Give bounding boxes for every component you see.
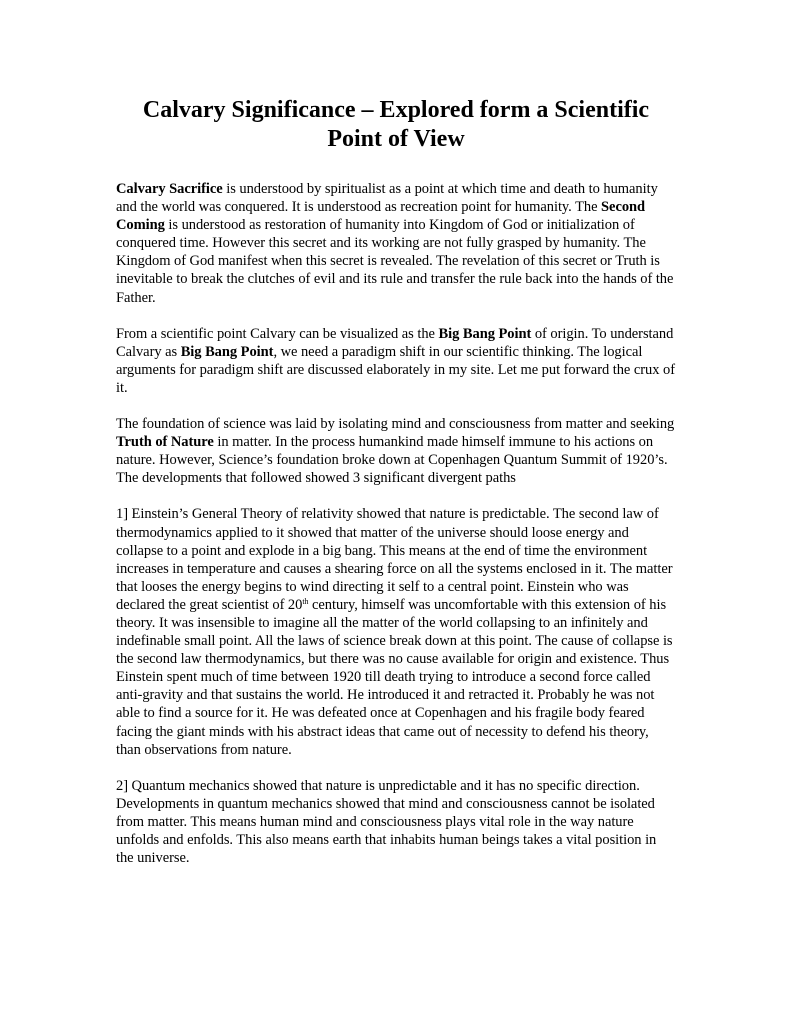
paragraph-big-bang [116, 325, 676, 397]
p2-text-3: , we need a paradigm shift in our scientific thinking. The logical arguments for paradigm shift are discussed elaborately in my site. Let me put forward the crux of it. [116, 343, 676, 396]
bold-second-coming: Second Coming [116, 199, 646, 234]
title-line-2: Point of View [327, 126, 465, 152]
p5-text-1: 2] Quantum mechanics showed that nature is unpredictable and it has no specific direction. Developments in quantum mechanics showed that mind and consciousness cannot be isolated from matter. This means human mind and consciousness plays vital role in the way nature unfolds and enfolds. This also means earth that inhabits human beings takes a vital position in the universe. [116, 777, 657, 867]
paragraph-calvary-sacrifice [116, 180, 676, 307]
p2-text-1: From a scientific point Calvary can be visualized as the [116, 325, 439, 342]
document-page [116, 96, 676, 885]
bold-truth-of-nature: Truth of Nature [116, 434, 214, 451]
p2-text-2: of origin. To understand Calvary as [116, 325, 674, 360]
p1-text-2: is understood as restoration of humanity into Kingdom of God or initialization of conquered time. However this secret and its working are not fully grasped by humanity. The Kingdom of God manifest when this secret is revealed. The revelation of this secret or Truth is inevitable to break the clutches of evil and its rule and transfer the rule back into the hands of the Father. [116, 217, 674, 306]
paragraph-foundation-of-science [116, 415, 676, 487]
document-title [116, 96, 676, 154]
bold-big-bang-point-2: Big Bang Point [180, 343, 274, 360]
p4-text-2: century, himself was uncomfortable with this extension of his theory. It was insensible to imagine all the matter of the world collapsing to an infinitely and indefinable small point. All the laws of science break down at this point. The cause of collapse is the second law thermodynamics, but there was no cause available for origin and existence. Thus Einstein spent much of time between 1920 till death trying to introduce a second force called anti-gravity and that sustains the world. He introduced it and retracted it. Probably he was not able to find a source for it. He was defeated once at Copenhagen and his fragile body feared facing the giant minds with his abstract ideas that came out of necessity to defend his theory, than observations from nature. [116, 596, 673, 758]
paragraph-quantum-mechanics [116, 777, 676, 867]
paragraph-einstein [116, 505, 676, 758]
p3-text-2: in matter. In the process humankind made himself immune to his actions on nature. However, Science’s foundation broke down at Copenhagen Quantum Summit of 1920’s. The developments that followed showed 3 significant divergent paths [116, 434, 668, 487]
superscript-th: th [302, 596, 309, 606]
bold-calvary-sacrifice: Calvary Sacrifice [116, 181, 223, 197]
p3-text-1: The foundation of science was laid by isolating mind and consciousness from matter and seeking [116, 416, 675, 433]
p4-text-1: 1] Einstein’s General Theory of relativity showed that nature is predictable. The second law of thermodynamics applied to it showed that matter of the universe should loose energy and collapse to a point and explode in a big bang. This means at the end of time the environment increases in temperature and causes a shearing force on all the systems enclosed in it. The matter that looses the energy begins to wind directing it self to a central point. Einstein who was declared the great scientist of 20 [116, 506, 673, 613]
p1-text-1: is understood by spiritualist as a point at which time and death to humanity and the world was conquered. It is understood as recreation point for humanity. The [116, 181, 658, 216]
title-line-1: Calvary Significance – Explored form a Scientific [142, 97, 650, 123]
bold-big-bang-point-1: Big Bang Point [438, 325, 532, 342]
